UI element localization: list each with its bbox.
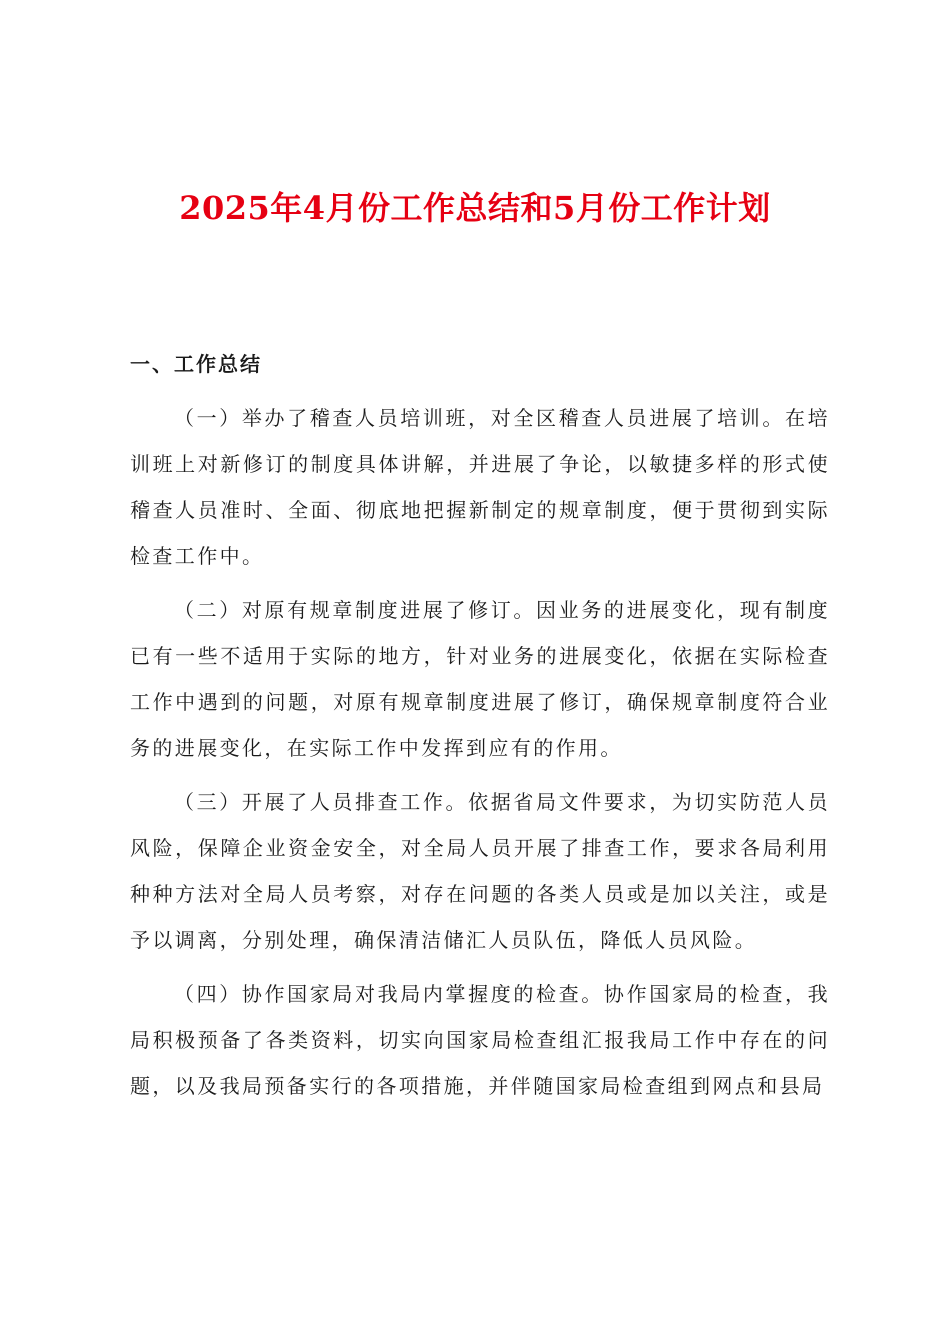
paragraph-4: （四）协作国家局对我局内掌握度的检查。协作国家局的检查，我局积极预备了各类资料，切实向国家局检查组汇报我局工作中存在的问题，以及我局预备实行的各项措施，并伴随国家局检查组到网点和县局 [130, 982, 830, 1098]
section-heading: 一、工作总结 [130, 352, 262, 376]
paragraph-1: （一）举办了稽查人员培训班，对全区稽查人员进展了培训。在培训班上对新修订的制度具体讲解，并进展了争论，以敏捷多样的形式使稽查人员准时、全面、彻底地把握新制定的规章制度，便于贯彻到实际检查工作中。 [130, 406, 830, 568]
paragraph-3: （三）开展了人员排查工作。依据省局文件要求，为切实防范人员风险，保障企业资金安全，对全局人员开展了排查工作，要求各局利用种种方法对全局人员考察，对存在问题的各类人员或是加以关注，或是予以调离，分别处理，确保清洁储汇人员队伍，降低人员风险。 [130, 790, 830, 952]
document-title: 2025年4月份工作总结和5月份工作计划 [179, 189, 771, 227]
paragraph-2: （二）对原有规章制度进展了修订。因业务的进展变化，现有制度已有一些不适用于实际的地方，针对业务的进展变化，依据在实际检查工作中遇到的问题，对原有规章制度进展了修订，确保规章制度符合业务的进展变化，在实际工作中发挥到应有的作用。 [130, 598, 830, 760]
document-body [130, 395, 830, 1117]
